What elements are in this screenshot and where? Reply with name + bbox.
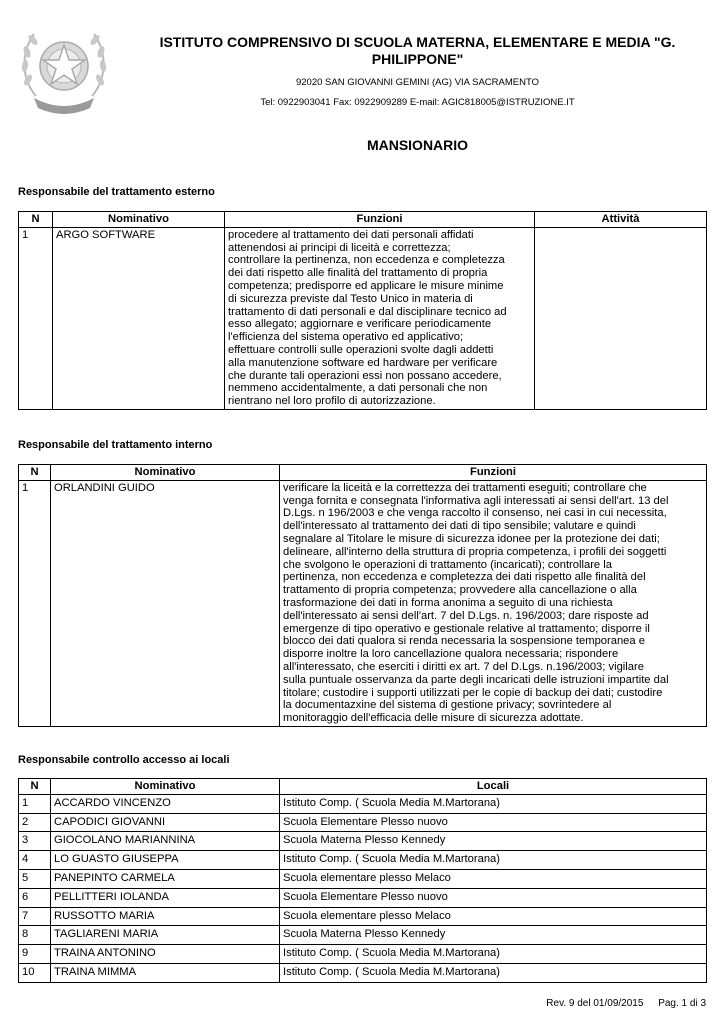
column-header-funzioni: Funzioni (225, 212, 535, 228)
cell-funzioni: procedere al trattamento dei dati personali affidati attenendosi ai principi di liceità e correttezza; controllare la pertinenza, non eccedenza e completezza dei dati rispetto alle finalità del trattamento di propria competenza; predisporre ed applicare le misure minime di sicurezza previste dal Testo Unico in materia di trattamento di dati personali e dal disciplinare tecnico ad esso allegato; aggiornare e verificare periodicamente l'efficienza del sistema operativo ed applicativo; effettuare controlli sulle operazioni svolte dagli addetti alla manutenzione software ed hardware per verificare che durante tali operazioni essi non possano accedere, nemmeno accidentalmente, a dati personali che non rientrano nel loro profilo di autorizzazione. (225, 227, 535, 409)
revision-label: Rev. 9 del 01/09/2015 (546, 998, 644, 1009)
cell-locali: Istituto Comp. ( Scuola Media M.Martorana) (280, 794, 707, 813)
cell-locali: Scuola Elementare Plesso nuovo (280, 888, 707, 907)
institute-name: ISTITUTO COMPRENSIVO DI SCUOLA MATERNA, ELEMENTARE E MEDIA "G. PHILIPPONE" (159, 34, 676, 67)
page-footer (534, 998, 706, 1009)
section-title-esterno: Responsabile del trattamento esterno (18, 186, 215, 198)
table-row (19, 963, 707, 982)
section-title-locali: Responsabile controllo accesso ai locali (18, 754, 230, 766)
cell-locali: Istituto Comp. ( Scuola Media M.Martorana) (280, 963, 707, 982)
column-header-n: N (19, 779, 51, 795)
table-row (19, 480, 707, 726)
cell-nominativo: ARGO SOFTWARE (53, 227, 225, 409)
column-header-locali: Locali (280, 779, 707, 795)
cell-n: 2 (19, 813, 51, 832)
table-row (19, 869, 707, 888)
column-header-nominativo: Nominativo (51, 465, 280, 481)
cell-nominativo: ORLANDINI GUIDO (51, 480, 280, 726)
cell-n: 9 (19, 945, 51, 964)
cell-n: 1 (19, 480, 51, 726)
institute-address: 92020 SAN GIOVANNI GEMINI (AG) VIA SACRAMENTO (295, 77, 539, 88)
table-row (19, 794, 707, 813)
column-header-funzioni: Funzioni (280, 465, 707, 481)
table-row (19, 813, 707, 832)
page-number: Pag. 1 di 3 (658, 998, 706, 1009)
cell-locali: Scuola Elementare Plesso nuovo (280, 813, 707, 832)
column-header-nominativo: Nominativo (51, 779, 280, 795)
table-row (19, 907, 707, 926)
cell-nominativo: TRAINA ANTONINO (51, 945, 280, 964)
cell-n: 5 (19, 869, 51, 888)
table-row (19, 926, 707, 945)
column-header-nominativo: Nominativo (53, 212, 225, 228)
document-title: MANSIONARIO (366, 137, 469, 153)
cell-n: 4 (19, 851, 51, 870)
table-row (19, 227, 707, 409)
cell-n: 8 (19, 926, 51, 945)
cell-locali: Istituto Comp. ( Scuola Media M.Martorana) (280, 851, 707, 870)
cell-n: 1 (19, 794, 51, 813)
column-header-n: N (19, 465, 51, 481)
institute-contacts: Tel: 0922903041 Fax: 0922909289 E-mail: AGIC818005@ISTRUZIONE.IT (260, 97, 575, 108)
cell-attivita (535, 227, 707, 409)
cell-locali: Scuola elementare plesso Melaco (280, 907, 707, 926)
cell-nominativo: TAGLIARENI MARIA (51, 926, 280, 945)
repubblica-italiana-emblem-icon (16, 14, 112, 116)
cell-n: 3 (19, 832, 51, 851)
cell-locali: Scuola Materna Plesso Kennedy (280, 926, 707, 945)
cell-nominativo: RUSSOTTO MARIA (51, 907, 280, 926)
cell-n: 1 (19, 227, 53, 409)
cell-nominativo: GIOCOLANO MARIANNINA (51, 832, 280, 851)
cell-nominativo: PELLITTERI IOLANDA (51, 888, 280, 907)
cell-nominativo: PANEPINTO CARMELA (51, 869, 280, 888)
table-row (19, 888, 707, 907)
cell-n: 6 (19, 888, 51, 907)
letterhead (130, 34, 705, 108)
column-header-n: N (19, 212, 53, 228)
table-locali (18, 778, 707, 983)
cell-funzioni: verificare la liceità e la correttezza dei trattamenti eseguiti; controllare che venga fornita e consegnata l'informativa agli interessati ai sensi dell'art. 13 del D.Lgs. n 196/2003 e che venga raccolto il consenso, nei casi in cui necessita, dell'interessato al trattamento dei dati di tipo sensibile; valutare e quindi segnalare al Titolare le misure di sicurezza idonee per la protezione dei dati; delineare, all'interno della struttura di propria competenza, i profili dei soggetti che svolgono le operazioni di trattamento (incaricati); controllare la pertinenza, non eccedenza e completezza dei dati rispetto alle finalità del trattamento di propria competenza; provvedere alla cancellazione o alla trasformazione dei dati in forma anonima a seguito di una richiesta dell'interessato ai sensi dell'art. 7 del D.Lgs. n. 196/2003; dare risposte ad emergenze di tipo operativo e gestionale relative al trattamento; disporre il blocco dei dati qualora si renda necessaria la sospensione temporanea e disporre inoltre la loro cancellazione qualora necessaria; rispondere all'interessato, che eserciti i diritti ex art. 7 del D.Lgs. n.196/2003; vigilare sulla puntuale osservanza da parte degli incaricati delle istruzioni impartite dal titolare; custodire i supporti utilizzati per le copie di backup dei dati; custodire la documentazxine del sistema di gestione privacy; sovrintedere al monitoraggio dell'efficacia delle misure di sicurezza adottate. (280, 480, 707, 726)
cell-nominativo: LO GUASTO GIUSEPPA (51, 851, 280, 870)
table-row (19, 945, 707, 964)
cell-locali: Scuola Materna Plesso Kennedy (280, 832, 707, 851)
cell-nominativo: CAPODICI GIOVANNI (51, 813, 280, 832)
section-title-interno: Responsabile del trattamento interno (18, 439, 213, 451)
table-row (19, 832, 707, 851)
cell-locali: Istituto Comp. ( Scuola Media M.Martorana) (280, 945, 707, 964)
cell-locali: Scuola elementare plesso Melaco (280, 869, 707, 888)
cell-n: 7 (19, 907, 51, 926)
cell-nominativo: TRAINA MIMMA (51, 963, 280, 982)
cell-nominativo: ACCARDO VINCENZO (51, 794, 280, 813)
cell-n: 10 (19, 963, 51, 982)
column-header-attivita: Attività (535, 212, 707, 228)
table-esterno (18, 211, 707, 410)
table-row (19, 851, 707, 870)
table-interno (18, 464, 707, 727)
